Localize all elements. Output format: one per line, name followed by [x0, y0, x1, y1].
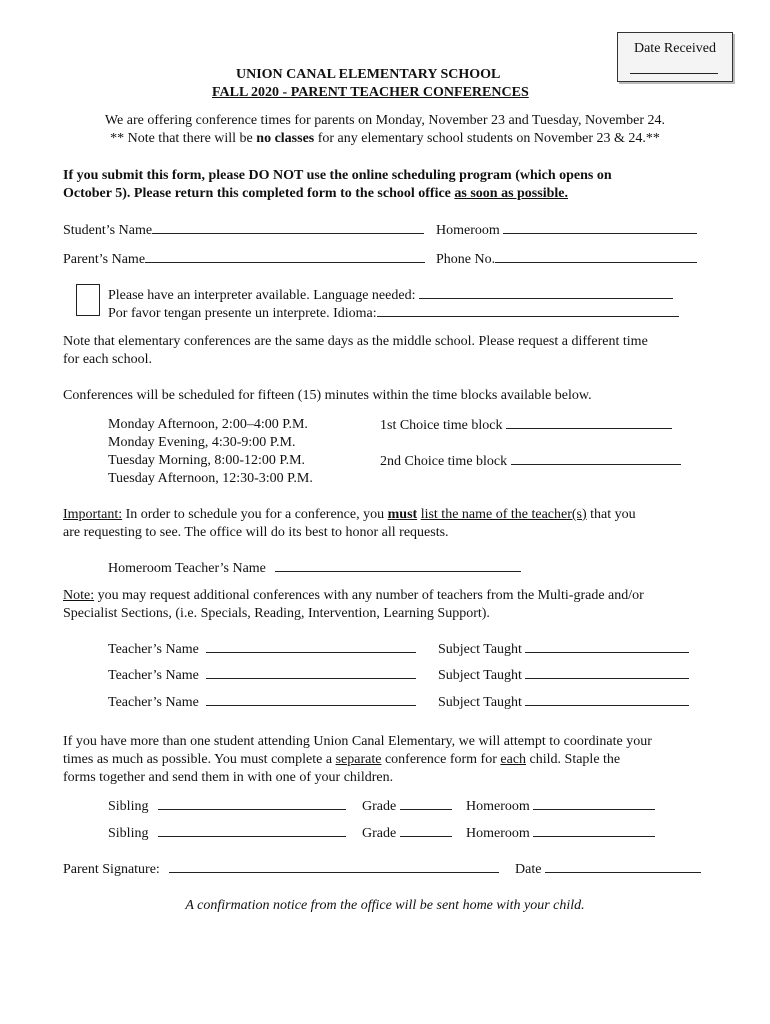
- first-choice-field[interactable]: [506, 416, 672, 429]
- notice-line-2: [63, 185, 568, 202]
- siblings-note-line-2: [63, 751, 620, 768]
- signature-date-label: Date: [515, 862, 542, 877]
- parent-signature-label: Parent Signature:: [63, 862, 160, 877]
- interpreter-english-label: Please have an interpreter available. Language needed:: [108, 288, 416, 303]
- interpreter-checkbox[interactable]: [76, 284, 100, 316]
- second-choice-field[interactable]: [511, 452, 681, 465]
- important-text-pre: In order to schedule you for a conference, you: [122, 507, 388, 522]
- phone-row: [436, 250, 697, 268]
- sibling-homeroom-row: [466, 824, 655, 842]
- homeroom-label: Homeroom: [436, 223, 500, 238]
- time-block-item: Monday Evening, 4:30-9:00 P.M.: [108, 435, 296, 450]
- homeroom-teacher-row: [108, 559, 521, 577]
- parent-name-label: Parent’s Name: [63, 252, 146, 267]
- signature-row: [63, 860, 499, 878]
- date-received-line: [630, 73, 718, 74]
- schedule-note: Conferences will be scheduled for fifteen (15) minutes within the time blocks available below.: [63, 388, 592, 403]
- first-choice-label: 1st Choice time block: [380, 418, 503, 433]
- parent-signature-field[interactable]: [169, 860, 499, 873]
- subject-row: [438, 693, 689, 711]
- form-title: FALL 2020 - PARENT TEACHER CONFERENCES: [212, 85, 529, 100]
- siblings-note-line-1: If you have more than one student attending Union Canal Elementary, we will attempt to coordinate your: [63, 734, 652, 749]
- first-choice-row: [380, 416, 672, 434]
- student-name-field[interactable]: [152, 221, 424, 234]
- sibling-homeroom-row: [466, 797, 655, 815]
- intro-line-2-pre: ** Note that there will be: [110, 131, 257, 146]
- grade-field[interactable]: [400, 824, 452, 837]
- siblings-note-line-2-post: child. Staple the: [526, 752, 621, 767]
- date-received-box: [617, 32, 733, 82]
- grade-row: [362, 824, 452, 842]
- grade-label: Grade: [362, 826, 397, 841]
- subject-field[interactable]: [525, 640, 689, 653]
- phone-field[interactable]: [495, 250, 697, 263]
- each-text: each: [500, 752, 527, 767]
- student-name-label: Student’s Name: [63, 223, 153, 238]
- sibling-row: [108, 797, 346, 815]
- sibling-row: [108, 824, 346, 842]
- sibling-homeroom-label: Homeroom: [466, 826, 530, 841]
- teacher-name-label: Teacher’s Name: [108, 695, 199, 710]
- grade-row: [362, 797, 452, 815]
- idioma-field[interactable]: [377, 304, 679, 317]
- middle-school-note-line-1: Note that elementary conferences are the same days as the middle school. Please request a different time: [63, 334, 648, 349]
- siblings-note-line-3: forms together and send them in with one of your children.: [63, 770, 394, 785]
- teacher-name-label: Teacher’s Name: [108, 642, 199, 657]
- subject-field[interactable]: [525, 693, 689, 706]
- time-block-item: Tuesday Morning, 8:00-12:00 P.M.: [108, 453, 306, 468]
- second-choice-label: 2nd Choice time block: [380, 454, 508, 469]
- notice-line-1: If you submit this form, please DO NOT use the online scheduling program (which opens on: [63, 168, 612, 183]
- grade-label: Grade: [362, 799, 397, 814]
- sibling-label: Sibling: [108, 826, 149, 841]
- additional-note-line-2: Specialist Sections, (i.e. Specials, Reading, Intervention, Learning Support).: [63, 606, 490, 621]
- teacher-row: [108, 693, 416, 711]
- notice-line-2-pre: October 5). Please return this completed form to the school office: [63, 186, 455, 201]
- subject-row: [438, 640, 689, 658]
- sibling-name-field[interactable]: [158, 824, 346, 837]
- teacher-row: [108, 640, 416, 658]
- siblings-note-line-2-pre: times as much as possible. You must complete a: [63, 752, 336, 767]
- subject-label: Subject Taught: [438, 668, 522, 683]
- date-received-label: Date Received: [633, 41, 716, 56]
- time-block-item: Tuesday Afternoon, 12:30-3:00 P.M.: [108, 471, 313, 486]
- teacher-name-field[interactable]: [206, 640, 416, 653]
- school-name: UNION CANAL ELEMENTARY SCHOOL: [236, 67, 501, 82]
- phone-label: Phone No.: [436, 252, 496, 267]
- interpreter-spanish-row: [108, 304, 679, 322]
- homeroom-teacher-label: Homeroom Teacher’s Name: [108, 561, 266, 576]
- asap-text: as soon as possible.: [454, 186, 568, 201]
- middle-school-note-line-2: for each school.: [63, 352, 153, 367]
- homeroom-teacher-field[interactable]: [275, 559, 521, 572]
- subject-label: Subject Taught: [438, 695, 522, 710]
- subject-row: [438, 666, 689, 684]
- important-text-post: that you: [586, 507, 636, 522]
- homeroom-row: [436, 221, 697, 239]
- must-text: must: [387, 507, 418, 522]
- note-label: Note:: [63, 588, 95, 603]
- subject-label: Subject Taught: [438, 642, 522, 657]
- sibling-homeroom-field[interactable]: [533, 824, 655, 837]
- interpreter-spanish-label: Por favor tengan presente un interprete. Idioma:: [108, 306, 377, 321]
- teacher-name-field[interactable]: [206, 666, 416, 679]
- subject-field[interactable]: [525, 666, 689, 679]
- intro-line-1: We are offering conference times for parents on Monday, November 23 and Tuesday, November 24.: [104, 113, 666, 128]
- teacher-row: [108, 666, 416, 684]
- siblings-note-line-2-mid: conference form for: [381, 752, 501, 767]
- additional-note-line-1-rest: you may request additional conferences with any number of teachers from the Multi-grade and/or: [94, 588, 644, 603]
- time-block-item: Monday Afternoon, 2:00–4:00 P.M.: [108, 417, 308, 432]
- sibling-homeroom-label: Homeroom: [466, 799, 530, 814]
- student-name-row: [63, 221, 424, 239]
- sibling-homeroom-field[interactable]: [533, 797, 655, 810]
- homeroom-field[interactable]: [503, 221, 697, 234]
- second-choice-row: [380, 452, 681, 470]
- important-line-1: [63, 506, 636, 523]
- no-classes-text: no classes: [256, 131, 315, 146]
- important-line-2: are requesting to see. The office will do its best to honor all requests.: [63, 525, 449, 540]
- sibling-name-field[interactable]: [158, 797, 346, 810]
- language-needed-field[interactable]: [419, 286, 673, 299]
- teacher-name-field[interactable]: [206, 693, 416, 706]
- grade-field[interactable]: [400, 797, 452, 810]
- signature-date-field[interactable]: [545, 860, 701, 873]
- parent-name-row: [63, 250, 425, 268]
- intro-line-2: [0, 130, 770, 147]
- parent-name-field[interactable]: [145, 250, 425, 263]
- additional-note-line-1: [63, 587, 644, 604]
- interpreter-english-row: [108, 286, 673, 304]
- separate-text: separate: [335, 752, 382, 767]
- confirmation-footer: A confirmation notice from the office will be sent home with your child.: [185, 898, 585, 913]
- teacher-name-label: Teacher’s Name: [108, 668, 199, 683]
- signature-date-row: [515, 860, 701, 878]
- important-label: Important:: [63, 507, 123, 522]
- list-teacher-text: list the name of the teacher(s): [420, 507, 587, 522]
- sibling-label: Sibling: [108, 799, 149, 814]
- intro-line-2-post: for any elementary school students on November 23 & 24.**: [314, 131, 660, 146]
